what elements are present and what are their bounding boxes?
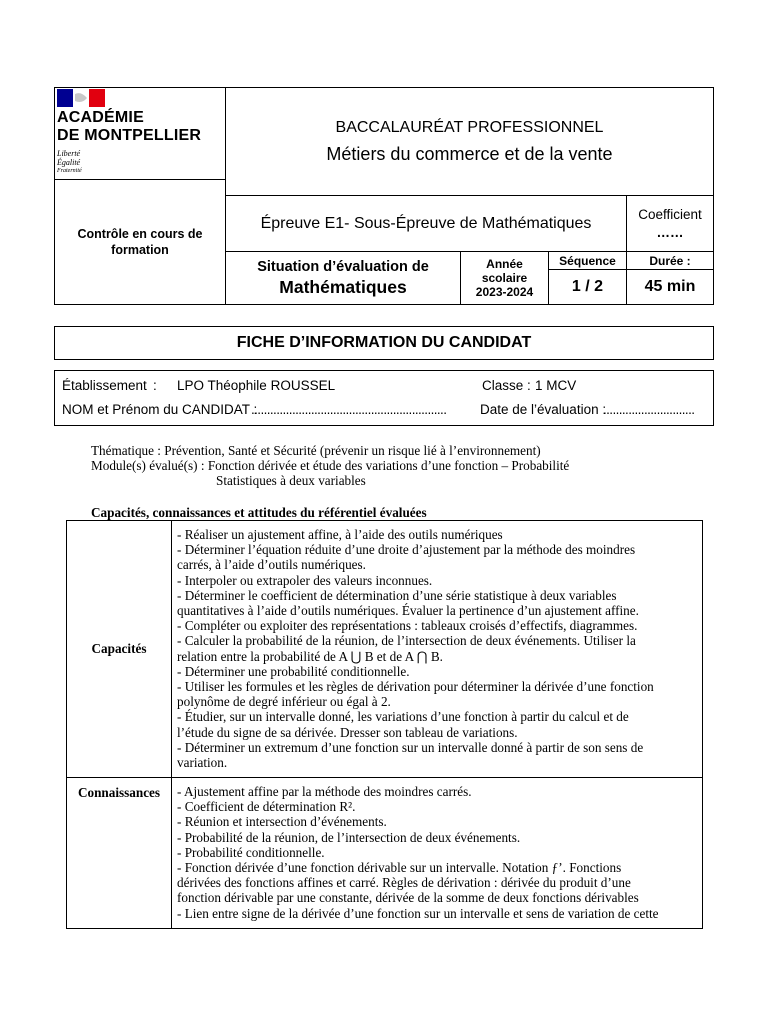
fiche-title-box <box>54 326 714 360</box>
motto-liberte: Liberté <box>57 149 81 158</box>
capacite-line: - Déterminer un extremum d’une fonction sur un intervalle donné à partir de son sens de <box>177 739 644 755</box>
etablissement-value: LPO Théophile ROUSSEL <box>177 378 336 393</box>
capacites-list <box>177 527 699 770</box>
nom-label: NOM et Prénom du CANDIDAT : <box>62 402 258 417</box>
academy-logo <box>57 89 223 178</box>
capacite-line: quantitatives à l’aide d’outils numériques. Évaluer la pertinence d’un ajustement affine. <box>177 603 639 619</box>
connaissance-line: - Fonction dérivée d’une fonction dérivable sur un intervalle. Notation ƒ’. Fonctions <box>177 860 622 876</box>
duree-label: Durée : <box>649 253 691 268</box>
fiche-title: FICHE D’INFORMATION DU CANDIDAT <box>236 334 532 351</box>
connaissance-line: - Probabilité de la réunion, de l’intersection de deux événements. <box>177 829 521 845</box>
etablissement-separator: : <box>153 378 157 393</box>
exam-specialty: Métiers du commerce et de la vente <box>326 143 613 164</box>
capacite-line: relation entre la probabilité de A ⋃ B et de A ⋂ B. <box>177 648 443 664</box>
capacite-line: - Étudier, sur un intervalle donné, les variations d’une fonction à partir du calcul et de <box>177 709 629 725</box>
motto <box>57 149 82 176</box>
capacite-line: l’étude du signe de sa dérivée. Dresser son tableau de variations. <box>177 724 518 740</box>
duree-value-cell <box>627 270 713 304</box>
sequence-value: 1 / 2 <box>571 278 604 295</box>
sequence-value-cell <box>549 270 626 304</box>
classe-value: 1 MCV <box>535 378 577 393</box>
capacites-label: Capacités <box>91 641 147 656</box>
annee-cell <box>461 252 548 304</box>
candidate-info-box <box>54 370 714 426</box>
connaissance-line: fonction dérivable par une constante, dérivée de la somme de deux fonctions dérivables <box>177 890 639 906</box>
date-field[interactable]: ............................. <box>603 402 695 417</box>
competences-table <box>66 520 703 929</box>
situation-cell <box>226 252 460 304</box>
control-type-cell <box>55 180 225 304</box>
coefficient-label: Coefficient <box>638 207 702 222</box>
capacite-line: - Utiliser les formules et les règles de dérivation pour déterminer la dérivée d’une fonction <box>177 679 654 695</box>
connaissance-line: dérivées des fonctions affines et carré. Règles de dérivation : dérivée du produit d’une <box>177 875 631 891</box>
section-title: Capacités, connaissances et attitudes du référentiel évaluées <box>91 505 427 520</box>
academy-name-line2: DE MONTPELLIER <box>57 127 202 144</box>
capacite-line: - Réaliser un ajustement affine, à l’aide des outils numériques <box>177 527 503 542</box>
epreuve-title: Épreuve E1- Sous-Épreuve de Mathématiques <box>260 214 592 232</box>
etablissement-label: Établissement <box>62 378 147 393</box>
nom-field[interactable]: .............................................................. <box>251 402 447 417</box>
capacite-line: - Déterminer une probabilité conditionnelle. <box>177 663 410 679</box>
sequence-label-cell <box>549 252 626 269</box>
capacite-line: - Compléter ou exploiter des représentations : tableaux croisés d’effectifs, diagrammes. <box>177 618 638 634</box>
motto-fraternite: Fraternité <box>57 168 82 174</box>
coefficient-cell <box>627 196 713 244</box>
capacite-line: - Interpoler ou extrapoler des valeurs inconnues. <box>177 572 433 588</box>
french-flag-icon <box>57 89 105 107</box>
capacite-line: carrés, à l’aide d’outils numériques. <box>177 557 366 573</box>
control-type: Contrôle en cours de formation <box>77 227 203 257</box>
table-divider <box>67 777 702 778</box>
sequence-label: Séquence <box>559 253 616 268</box>
classe-label: Classe : <box>482 378 531 393</box>
connaissance-line: - Réunion et intersection d’événements. <box>177 814 387 830</box>
capacite-line: - Déterminer le coefficient de détermination d’une série statistique à deux variables <box>177 587 617 603</box>
capacite-line: - Déterminer l’équation réduite d’une droite d’ajustement par la méthode des moindres <box>177 542 636 558</box>
duree-label-cell <box>627 252 713 269</box>
connaissance-line: - Probabilité conditionnelle. <box>177 844 325 860</box>
connaissance-line: - Ajustement affine par la méthode des moindres carrés. <box>177 784 472 799</box>
date-label: Date de l’évaluation : <box>480 402 607 417</box>
capacite-line: - Calculer la probabilité de la réunion, de l’intersection de deux événements. Utiliser la <box>177 633 636 649</box>
capacites-label-cell <box>67 521 171 777</box>
annee-value: 2023-2024 <box>475 285 534 299</box>
table-divider <box>171 521 172 928</box>
connaissances-label: Connaissances <box>77 785 161 800</box>
connaissances-list <box>177 784 699 921</box>
capacite-line: polynôme de degré inférieur ou égal à 2. <box>177 694 391 710</box>
capacite-line: variation. <box>177 755 228 771</box>
annee-label: Année scolaire <box>481 257 528 285</box>
exam-title-cell <box>226 88 713 195</box>
modules-line1: Module(s) évalué(s) : Fonction dérivée et étude des variations d’une fonction – Probabilité <box>91 458 570 473</box>
header-table <box>54 87 714 305</box>
coefficient-value: …… <box>656 225 684 240</box>
situation-line2: Mathématiques <box>279 277 407 297</box>
connaissance-line: - Coefficient de détermination R². <box>177 799 356 815</box>
exam-title: BACCALAURÉAT PROFESSIONNEL <box>335 118 604 136</box>
motto-egalite: Égalité <box>57 158 81 167</box>
duree-value: 45 min <box>644 278 696 295</box>
modules-line2: Statistiques à deux variables <box>216 473 366 488</box>
connaissance-line: - Lien entre signe de la dérivée d’une fonction sur un intervalle et sens de variation de cette <box>177 905 659 921</box>
thematique: Thématique : Prévention, Santé et Sécurité (prévenir un risque lié à l’environnement) <box>91 443 541 458</box>
situation-line1: Situation d’évaluation de <box>257 259 429 275</box>
epreuve-cell <box>226 196 626 251</box>
academy-name-line1: ACADÉMIE <box>57 109 144 126</box>
